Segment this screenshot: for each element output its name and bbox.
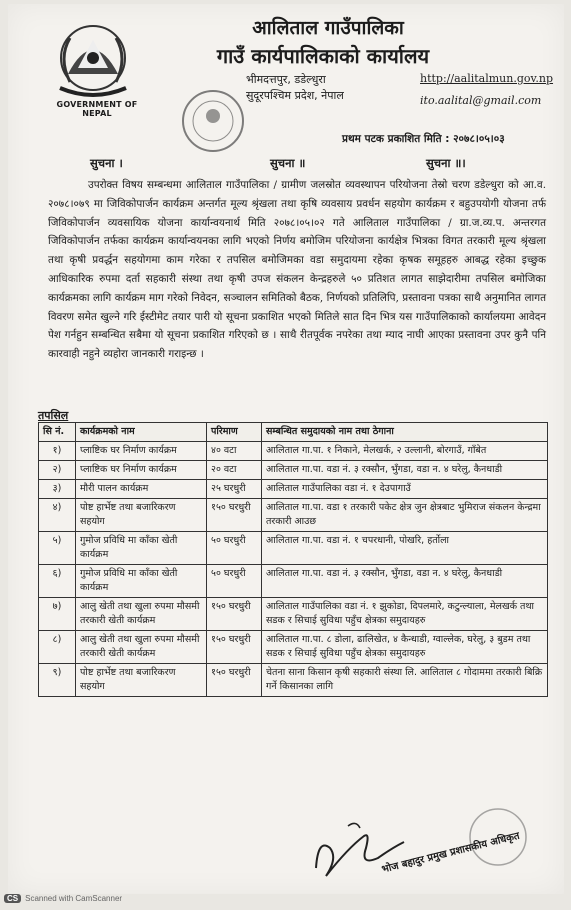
signatory-name: भोज बहादुर (380, 854, 426, 876)
schedule-table (38, 422, 548, 697)
row-sn: ९) (39, 664, 76, 697)
notice-body-text: उपरोक्त विषय सम्बन्धमा आलिताल गाउँपालिका / ग्रामीण जलस्रोत व्यवस्थापन परियोजना तेस्रो चरण डडेल्धुरा को आ.व. २०७८।०७९ मा जिविकोपार्जन कार्यक्रम अन्तर्गत मूल्य श्रृंखला तथा कृषि व्यवसाय प्रवर्धन सहयोग कार्यक्रम र बहुउपयोगी योजना तर्फ जिविकोपार्जन व्यवसायिक योजना कार्यान्वयनार्थ मिति २०७८।०५।०२ गते आलिताल गाउँपालिका / ग्रा.ज.व्य.प. अन्तरगत जिविकोपार्जन तर्फका कार्यक्रम कार्यान्वयनका लागि भएको निर्णय बमोजिम परियोजना कार्यक्षेत्र भित्रका विगत तरकारी मूल्य श्रृंखला तथा कृषी प्रवर्द्धन सहयोगमा काम गरेका र तपसिल बमोजिमका वडा समुदायमा रहेका कृषक समूहहरु आबद्ध रहेका इच्छुक आधिकारिक रुपमा दर्ता सहकारी संस्था तथा कृषी उपज संकलन केन्द्रहरुले ५० प्रतिशत लागत साझेदारीमा तपसिल बमोजिका कार्यक्रमका लागि कार्यक्रम माग गरेको निवेदन, सञ्चालन समितिको बैठक, निर्णयको प्रतिलिपि, प्रस्तावना पत्रका साथै अनुमानित लागत विवरण समेत खुल्ने गरि ईस्टीमेट तयार पारी यो सूचना प्रकाशित भएको मितिले सात दिन भित्र यस गाउँपालिकाको कार्यालयमा आवेदन पेश गर्नहुन सम्बन्धित सबैमा यो सूचना प्रकाशित गरिएको छ । साथै रीतपूर्वक नपरेका तथा म्याद नाघी आएका प्रस्तावना उपर कुनै पनि कारवाही नहुने व्यहोरा जानकारी गराइन्छ । (48, 179, 546, 361)
row-quantity: १५० घरधुरी (207, 598, 262, 631)
table-row (39, 442, 548, 461)
col-program: कार्यक्रमको नाम (76, 423, 207, 442)
row-quantity: २५ घरधुरी (207, 480, 262, 499)
row-sn: २) (39, 461, 76, 480)
schedule-heading: तपसिल (38, 409, 69, 422)
row-program: गुमोज प्रविधि मा काँका खेती कार्यक्रम (76, 532, 207, 565)
office-title: गाउँ कार्यपालिकाको कार्यालय (216, 44, 430, 68)
scanner-label: Scanned with CamScanner (25, 894, 123, 903)
table-row (39, 461, 548, 480)
row-sn: ६) (39, 565, 76, 598)
table-header-row (39, 423, 548, 442)
province-line: सुदूरपश्चिम प्रदेश, नेपाल (246, 89, 344, 102)
col-sn: सि नं. (39, 423, 76, 442)
col-community: सम्बन्धित समुदायको नाम तथा ठेगाना (262, 423, 548, 442)
document-page (8, 4, 564, 894)
row-community: आलिताल गा.पा. वडा १ तरकारी पकेट क्षेत्र जुन क्षेत्रबाट भुमिराज संकलन केन्द्रमा तरकारी आउछ (262, 499, 548, 532)
row-program: प्लाष्टिक घर निर्माण कार्यक्रम (76, 461, 207, 480)
row-community: आलिताल गा.पा. वडा नं. १ चपरधानी, पोखरि, हर्तोला (262, 532, 548, 565)
row-program: मौरी पालन कार्यक्रम (76, 480, 207, 499)
publication-date: प्रथम पटक प्रकाशित मिति : २०७८।०५।०३ (342, 133, 505, 145)
row-sn: ८) (39, 631, 76, 664)
row-quantity: १५० घरधुरी (207, 499, 262, 532)
row-community: आलिताल गा.पा. १ निकाने, मेलखर्क, २ उल्लानी, बोरगाउँ, गाँबेत (262, 442, 548, 461)
notice-heading-3: सुचना ॥। (426, 156, 466, 170)
email-link[interactable]: ito.aalital@gmail.com (420, 94, 542, 107)
website-link[interactable]: http://aalitalmun.gov.np (420, 72, 554, 85)
row-sn: ४) (39, 499, 76, 532)
row-quantity: २० वटा (207, 461, 262, 480)
row-program: आलु खेती तथा खुला रुपमा मौसमी तरकारी खेती कार्यक्रम (76, 631, 207, 664)
table-row (39, 499, 548, 532)
row-community: आलिताल गा.पा. वडा नं. ३ रक्सौन, भुँगडा, वडा न. ४ घरेलु, कैनधाडी (262, 461, 548, 480)
scanner-watermark (4, 894, 122, 903)
row-quantity: ५० घरधुरी (207, 532, 262, 565)
camscanner-icon: CS (4, 894, 21, 903)
row-community: आलिताल गा.पा. ८ डोला, ढालिखेत, ४ कैन्धाडी, ग्वाल्लेक, घरेलु, ३ बुडम तथा सडक र सिचाई सुविधा पहुँच क्षेत्रका समुदायहरु (262, 631, 548, 664)
col-quantity: परिमाण (207, 423, 262, 442)
office-stamp-icon (178, 86, 248, 156)
municipality-title: आलिताल गाउँपालिका (252, 17, 404, 39)
table-row (39, 532, 548, 565)
row-quantity: १५० घरधुरी (207, 664, 262, 697)
signatory-title: प्रमुख प्रशासकीय अधिकृत (426, 830, 521, 865)
row-sn: ५) (39, 532, 76, 565)
row-community: चेतना साना किसान कृषी सहकारी संस्था लि. आलिताल ८ गोदाममा तरकारी बिक्रि गर्ने किसानका लागि (262, 664, 548, 697)
nepal-emblem-logo (48, 18, 138, 104)
table-row (39, 598, 548, 631)
table-row (39, 631, 548, 664)
government-label: GOVERNMENT OF NEPAL (56, 100, 138, 118)
notice-heading-2: सुचना ॥ (270, 156, 306, 170)
table-row (39, 480, 548, 499)
row-community: आलिताल गा.पा. वडा नं. ३ रक्सौन, भुँगडा, वडा न. ४ घरेलु, कैनधाडी (262, 565, 548, 598)
row-program: पोष्ट हार्भेष्ट तथा बजारिकरण सहयोग (76, 499, 207, 532)
row-program: आलु खेती तथा खुला रुपमा मौसमी तरकारी खेती कार्यक्रम (76, 598, 207, 631)
signature-scribble (308, 818, 418, 888)
row-program: पोष्ट हार्भेष्ट तथा बजारिकरण सहयोग (76, 664, 207, 697)
table-body (39, 442, 548, 697)
row-quantity: ४० वटा (207, 442, 262, 461)
row-quantity: ५० घरधुरी (207, 565, 262, 598)
row-sn: १) (39, 442, 76, 461)
row-sn: ७) (39, 598, 76, 631)
notice-body (48, 176, 546, 364)
row-program: प्लाष्टिक घर निर्माण कार्यक्रम (76, 442, 207, 461)
row-quantity: १५० घरधुरी (207, 631, 262, 664)
location-line: भीमदत्तपुर, डडेल्धुरा (246, 73, 326, 86)
row-community: आलिताल गाउँपालिका वडा नं. १ देउपागाउँ (262, 480, 548, 499)
notice-heading-1: सुचना । (90, 156, 123, 170)
row-program: गुमोज प्रविधि मा काँका खेती कार्यक्रम (76, 565, 207, 598)
row-community: आलिताल गाउँपालिका वडा नं. १ झुकोडा, दिपलमारे, कटुन्ल्याला, मेलखर्क तथा सडक र सिचाई सुविधा पहुँच क्षेत्रका समुदायहरु (262, 598, 548, 631)
table-row (39, 565, 548, 598)
row-sn: ३) (39, 480, 76, 499)
table-row (39, 664, 548, 697)
